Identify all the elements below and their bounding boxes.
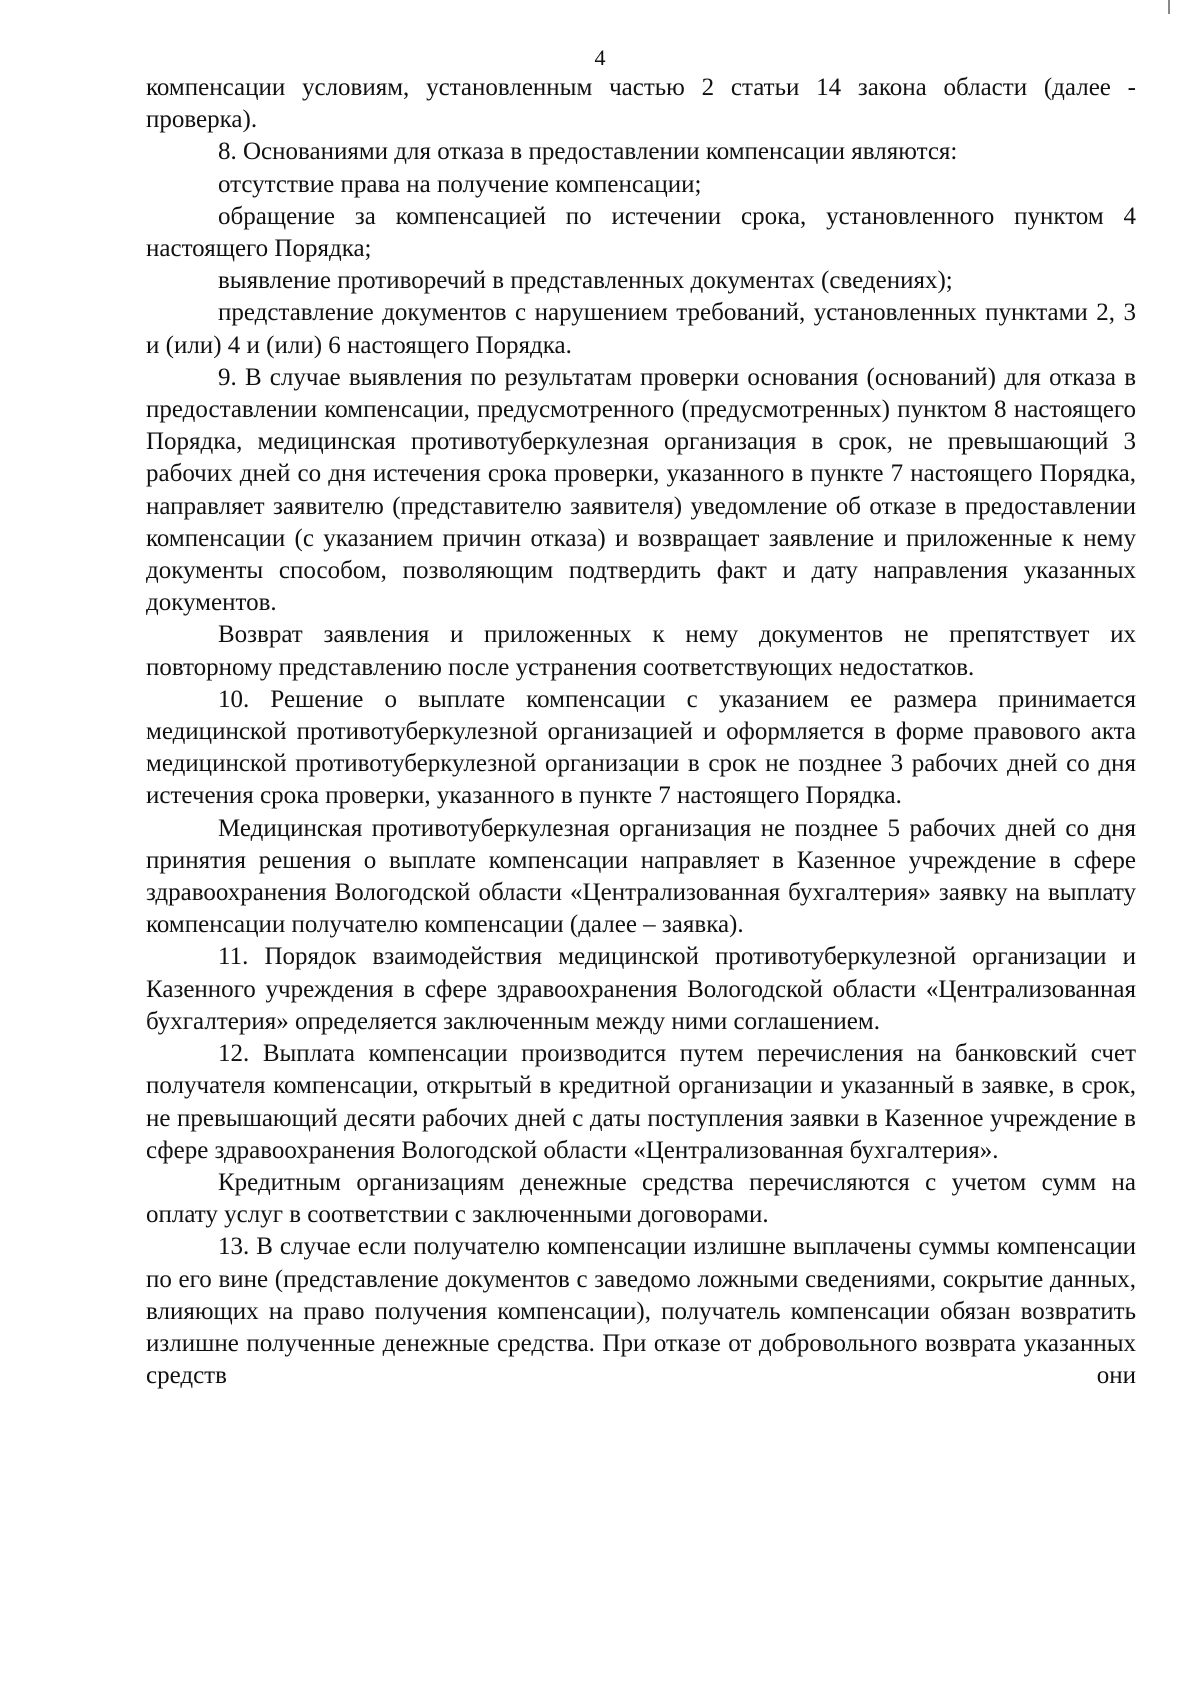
paragraph: выявление противоречий в представленных документах (сведениях); <box>218 267 953 295</box>
paragraph: 8. Основаниями для отказа в предоставлении компенсации являются: <box>218 138 958 166</box>
paragraph: Медицинская противотуберкулезная организация не позднее 5 рабочих дней со дня принятия решения о выплате компенсации направляет в Казенное учреждение в сфере здравоохранения Вологодской области «Централизованная бухгалтерия» заявку на выплату компенсации получателю компенсации (далее – заявка). <box>146 814 1136 939</box>
paragraph: Возврат заявления и приложенных к нему документов не препятствует их повторному представлению после устранения соответствующих недостатков. <box>146 621 1136 681</box>
page-number: 4 <box>594 45 606 70</box>
document-body <box>146 72 1136 1392</box>
paragraph: обращение за компенсацией по истечении срока, установленного пунктом 4 настоящего Порядка; <box>146 202 1136 263</box>
paragraph: представление документов с нарушением требований, установленных пунктами 2, 3 и (или) 4 и (или) 6 настоящего Порядка. <box>146 299 1136 359</box>
paragraph: 10. Решение о выплате компенсации с указанием ее размера принимается медицинской противотуберкулезной организацией и оформляется в форме правового акта медицинской противотуберкулезной организации в срок не позднее 3 рабочих дней со дня истечения срока проверки, указанного в пункте 7 настоящего Порядка. <box>146 685 1136 810</box>
paragraph: компенсации условиям, установленным частью 2 статьи 14 закона области (далее - проверка). <box>146 74 1136 134</box>
paragraph: 13. В случае если получателю компенсации излишне выплачены суммы компенсации по его вине (представление документов с заведомо ложными сведениями, сокрытие данных, влияющих на право получения компенсации), получатель компенсации обязан возвратить излишне полученные денежные средства. При отказе от добровольного возврата указанных средств они <box>146 1233 1136 1390</box>
paragraph: 11. Порядок взаимодействия медицинской противотуберкулезной организации и Казенного учреждения в сфере здравоохранения Вологодской области «Централизованная бухгалтерия» определяется заключенным между ними соглашением. <box>146 943 1136 1035</box>
paragraph: 12. Выплата компенсации производится путем перечисления на банковский счет получателя компенсации, открытый в кредитной организации и указанный в заявке, в срок, не превышающий десяти рабочих дней с даты поступления заявки в Казенное учреждение в сфере здравоохранения Вологодской области «Централизованная бухгалтерия». <box>146 1040 1136 1164</box>
paragraph: отсутствие права на получение компенсации; <box>218 170 702 198</box>
paragraph: 9. В случае выявления по результатам проверки основания (оснований) для отказа в предоставлении компенсации, предусмотренного (предусмотренных) пунктом 8 настоящего Порядка, медицинская противотуберкулезная организация в срок, не превышающий 3 рабочих дней со дня истечения срока проверки, указанного в пункте 7 настоящего Порядка, направляет заявителю (представителю заявителя) уведомление об отказе в предоставлении компенсации (с указанием причин отказа) и возвращает заявление и приложенные к нему документы способом, позволяющим подтвердить факт и дату направления указанных документов. <box>146 363 1136 617</box>
paragraph: Кредитным организациям денежные средства перечисляются с учетом сумм на оплату услуг в соответствии с заключенными договорами. <box>146 1168 1136 1229</box>
scan-edge-mark <box>1168 0 1170 14</box>
